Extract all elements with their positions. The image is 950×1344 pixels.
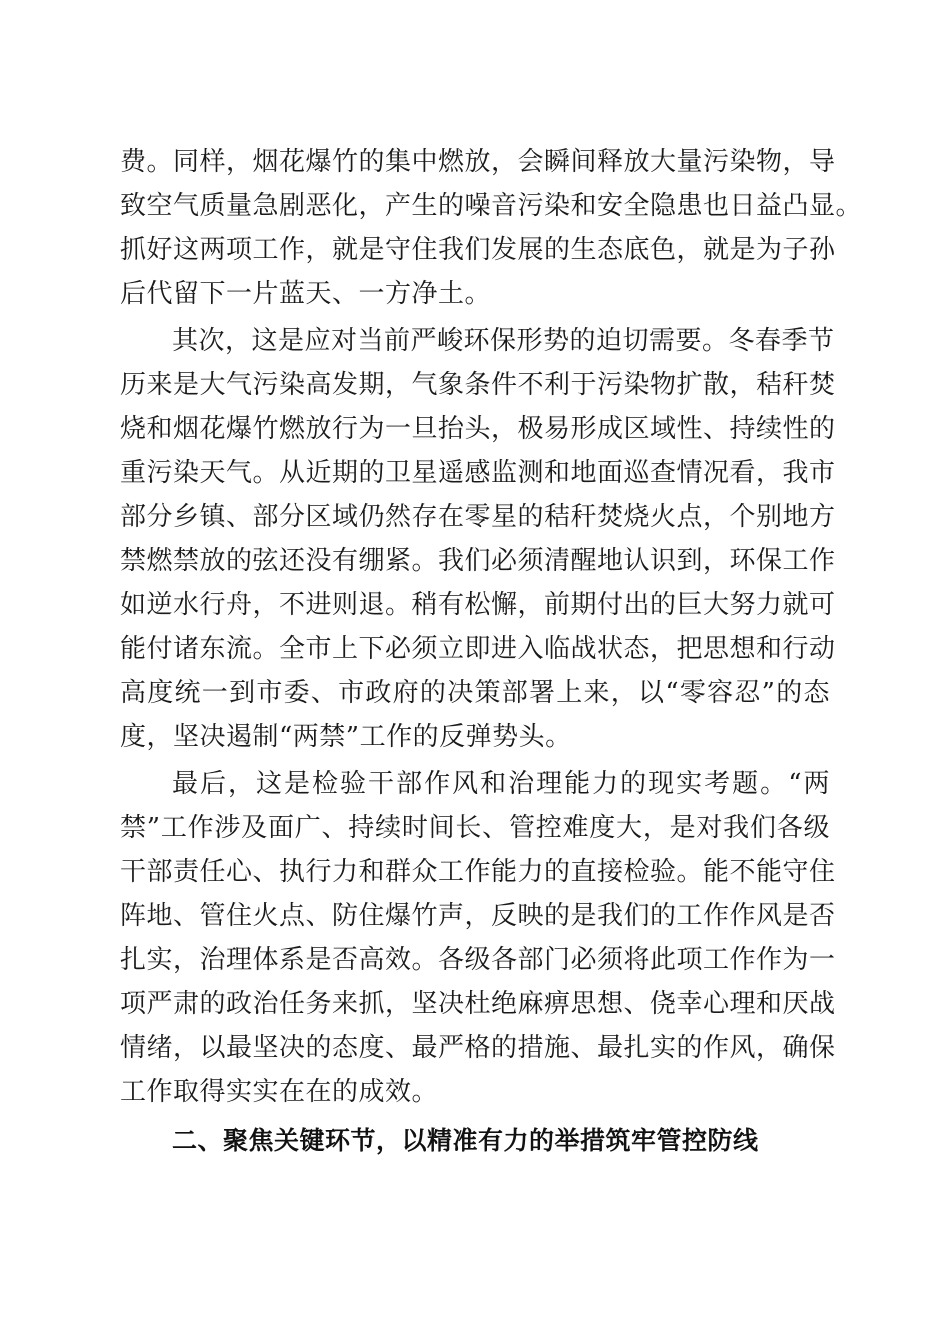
paragraph-2-line-6: 禁燃禁放的弦还没有绷紧。我们必须清醒地认识到，环保工作 [120, 546, 836, 576]
paragraph-3-line-8: 工作取得实实在在的成效。 [120, 1077, 439, 1107]
paragraph-3-line-1: 最后，这是检验干部作风和治理能力的现实考题。“两 [172, 769, 830, 799]
paragraph-2-line-9: 高度统一到市委、市政府的决策部署上来，以“零容忍”的态 [120, 678, 830, 708]
paragraph-3-line-6: 项严肃的政治任务来抓，坚决杜绝麻痹思想、侥幸心理和厌战 [120, 989, 836, 1019]
paragraph-3-line-2: 禁”工作涉及面广、持续时间长、管控难度大，是对我们各级 [120, 813, 830, 843]
paragraph-2-line-10: 度，坚决遏制“两禁”工作的反弹势头。 [120, 722, 572, 752]
paragraph-1-line-1: 费。同样，烟花爆竹的集中燃放，会瞬间释放大量污染物，导 [120, 147, 836, 177]
paragraph-2-line-1: 其次，这是应对当前严峻环保形势的迫切需要。冬春季节 [172, 326, 835, 356]
paragraph-1-line-4: 后代留下一片蓝天、一方净土。 [120, 279, 492, 309]
paragraph-1-line-3: 抓好这两项工作，就是守住我们发展的生态底色，就是为子孙 [120, 235, 836, 265]
paragraph-3-line-4: 阵地、管住火点、防住爆竹声，反映的是我们的工作作风是否 [120, 901, 836, 931]
paragraph-2-line-3: 烧和烟花爆竹燃放行为一旦抬头，极易形成区域性、持续性的 [120, 414, 836, 444]
paragraph-3-line-7: 情绪，以最坚决的态度、最严格的措施、最扎实的作风，确保 [120, 1033, 836, 1063]
paragraph-1-line-2: 致空气质量急剧恶化，产生的噪音污染和安全隐患也日益凸显。 [120, 191, 863, 221]
paragraph-2-line-7: 如逆水行舟，不进则退。稍有松懈，前期付出的巨大努力就可 [120, 590, 836, 620]
paragraph-3-line-5: 扎实，治理体系是否高效。各级各部门必须将此项工作作为一 [120, 945, 836, 975]
paragraph-3-line-3: 干部责任心、执行力和群众工作能力的直接检验。能不能守住 [120, 857, 836, 887]
section-heading: 二、聚焦关键环节，以精准有力的举措筑牢管控防线 [172, 1126, 759, 1155]
paragraph-2-line-2: 历来是大气污染高发期，气象条件不利于污染物扩散，秸秆焚 [120, 370, 836, 400]
paragraph-2-line-5: 部分乡镇、部分区域仍然存在零星的秸秆焚烧火点，个别地方 [120, 502, 836, 532]
paragraph-2-line-4: 重污染天气。从近期的卫星遥感监测和地面巡查情况看，我市 [120, 458, 836, 488]
paragraph-2-line-8: 能付诸东流。全市上下必须立即进入临战状态，把思想和行动 [120, 634, 836, 664]
